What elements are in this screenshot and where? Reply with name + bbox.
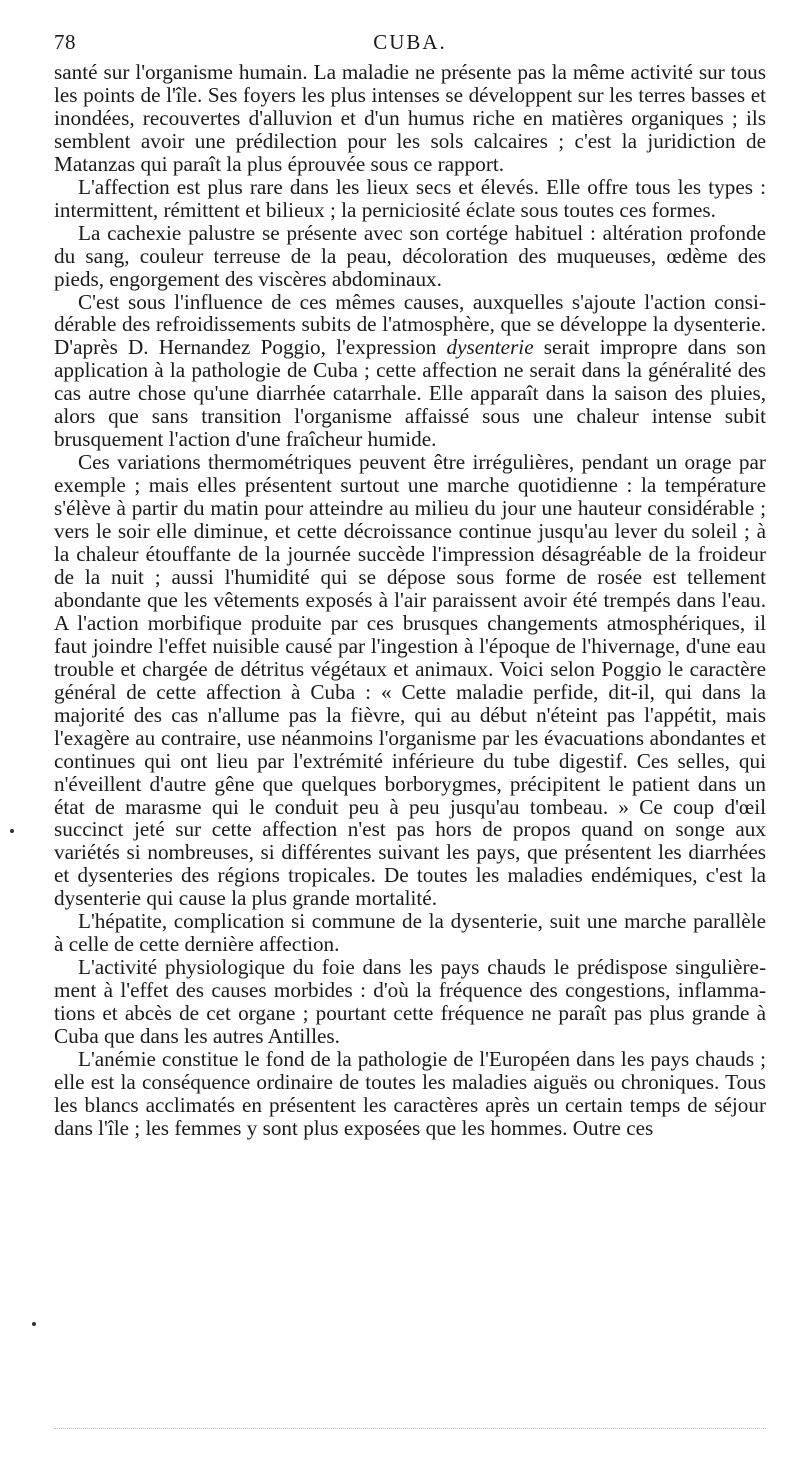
dysentery-text-after: serait impropre dans son application à la pathologie de Cuba ; cette affection ne serait dans la généralité des cas autre chose qu'une diarrhée catarrhale. Elle apparaît dans la saison des pluies, alors que sans transition l'organisme affaissé sous une chaleur intense subit brusquement l'action d'une fraîcheur humide. [54, 335, 766, 452]
dysentery-text-before: C'est sous l'influence de ces mêmes causes, auxquelles s'ajoute l'action considérable des refroidissements subits de l'atmosphère, que se développe la dysenterie. D'après D. Hernandez Poggio, l'expression [54, 289, 766, 360]
paragraph-thermometric-variations: Ces variations thermométriques peuvent être irrégulières, pendant un orage par exemple ; mais elles présentent surtout une marche quotidienne : la température s'élève à partir du matin pour atteindre au milieu du jour une hauteur considérable ; vers le soir elle diminue, et cette décroissance continue jusqu'au lever du soleil ; à la chaleur étouffante de la journée succède l'impression désagréable de la froideur de la nuit ; aussi l'humidité qui se dépose sous forme de rosée est tellement abondante que les vêtements exposés à l'air paraissent avoir été trempés dans l'eau. A l'action morbifique produite par ces brusques changements atmosphériques, il faut joindre l'effet nuisible causé par l'ingestion à l'époque de l'hivernage, d'une eau trouble et chargée de détritus végétaux et animaux. Voici selon Poggio le caractère général de cette affection à Cuba : « Cette maladie perfide, dit-il, qui dans la majorité des cas n'allume pas la fièvre, qui au début n'éteint pas l'appétit, mais l'exagère au contraire, use néanmoins l'organisme par les évacuations abondantes et continues qui ont lieu par l'extrémité inférieure du tube digestif. Ces selles, qui n'éveillent d'autre gêne que quelques borborygmes, précipitent le patient dans un état de marasme qui le conduit peu à peu jusqu'au tombeau. » Ce coup d'œil succinct jeté sur cette affection n'est pas hors de propos quand on songe aux variétés si nombreuses, si différentes suivant les pays, que présentent les diarrhées et dysenteries des régions tropicales. De toutes les maladies endémiques, c'est la dysenterie qui cause la plus grande mortalité. [54, 450, 766, 911]
margin-speck-bottom [32, 1322, 36, 1326]
running-title: CUBA. [373, 30, 447, 54]
paragraph-malaria-types: L'affection est plus rare dans les lieux secs et élevés. Elle offre tous les types : intermittent, rémittent et bilieux ; la perniciosité éclate sous toutes ces formes. [54, 174, 766, 222]
paragraph-hepatitis: L'hépatite, complication si commune de la dysenterie, suit une marche parallèle à celle de cette dernière affection. [54, 909, 766, 957]
running-head [54, 30, 766, 58]
dysentery-term: dysenterie [446, 335, 534, 360]
paragraph-cachexia: La cachexie palustre se présente avec son cortége habituel : altération profonde du sang, couleur terreuse de la peau, décoloration des muqueuses, œdème des pieds, engorgement des viscères abdominaux. [54, 220, 766, 291]
paragraph-dysentery-causes [54, 291, 766, 452]
bottom-print-trace [54, 1428, 766, 1429]
margin-speck [10, 829, 14, 833]
paragraph-malaria-distribution: santé sur l'organisme humain. La maladie ne présente pas la même activité sur tous les points de l'île. Ses foyers les plus intenses se développent sur les terres basses et inondées, recouvertes d'alluvion et d'un humus riche en matières organiques ; ils semblent avoir une prédilection pour les sols calcaires ; c'est la juridiction de Matanzas qui paraît la plus éprouvée sous ce rapport. [54, 60, 766, 176]
paragraph-anemia: L'anémie constitue le fond de la pathologie de l'Européen dans les pays chauds ; elle est la conséquence ordinaire de toutes les maladies aiguës ou chroniques. Tous les blancs acclimatés en présentent les caractères après un certain temps de séjour dans l'île ; les femmes y sont plus exposées que les hommes. Outre ces [54, 1046, 766, 1140]
paragraph-liver-activity: L'activité physiologique du foie dans les pays chauds le prédispose singulièrement à l'effet des causes morbides : d'où la fréquence des congestions, inflammations et abcès de cet organe ; pourtant cette fréquence ne paraît pas plus grande à Cuba que dans les autres Antilles. [54, 955, 766, 1049]
body-text [54, 61, 766, 1140]
page-number: 78 [54, 30, 76, 54]
